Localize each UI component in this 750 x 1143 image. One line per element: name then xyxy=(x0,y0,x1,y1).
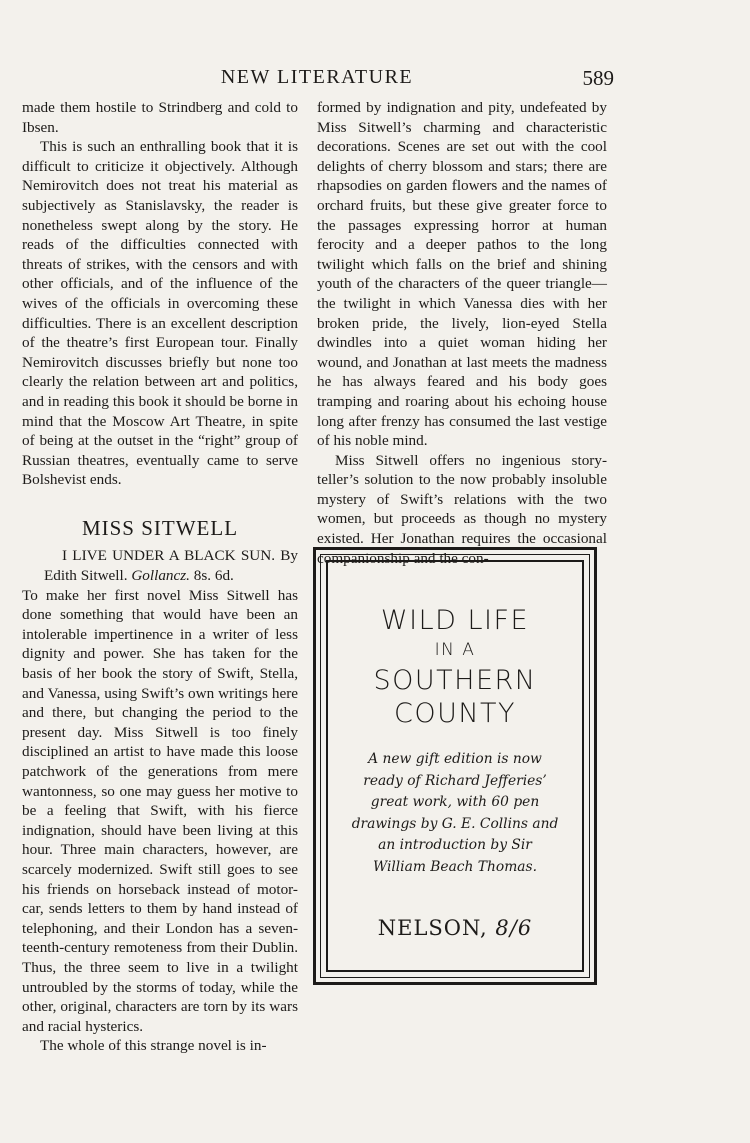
paragraph: The whole of this strange novel is in- xyxy=(40,1037,267,1055)
ad-border xyxy=(320,554,590,978)
ad-title-line: WILD LIFE xyxy=(380,605,530,636)
book-title: I LIVE UNDER A BLACK SUN. By Edith Sitwell. xyxy=(44,547,298,585)
right-column xyxy=(317,98,607,568)
paragraph: Miss Sitwell offers no ingenious storyteller’s solution to the now probably insoluble mystery of Swift’s relations with the two women, but proceeds as though no mystery existed. Her Jonathan requires the occasional companionship and the con- xyxy=(317,451,607,567)
advertisement-box xyxy=(313,547,597,985)
ad-title xyxy=(328,604,582,730)
section-title: MISS SITWELL xyxy=(81,515,239,540)
ad-title-line: SOUTHERN xyxy=(373,665,537,696)
book-price: 8s. 6d. xyxy=(193,567,234,585)
ad-price: 8/6 xyxy=(495,916,533,940)
page-header xyxy=(22,66,612,92)
book-entry xyxy=(22,546,298,585)
paragraph: made them hostile to Strindberg and cold to Ibsen. xyxy=(22,99,298,136)
ad-title-line: COUNTY xyxy=(393,698,517,729)
ad-inner-border xyxy=(326,560,584,972)
book-publisher: Gollancz. xyxy=(131,567,190,585)
ad-title-line: IN A xyxy=(434,640,476,660)
ad-publisher-line xyxy=(328,916,582,940)
page-number: 589 xyxy=(582,66,614,90)
ad-body-text: A new gift edition is now ready of Richard Jefferies’ great work, with 60 pen drawings by G. E. Collins and an introduction by Sir William Beach Thomas. xyxy=(351,751,559,875)
left-column xyxy=(22,98,298,1056)
paragraph: To make her first novel Miss Sitwell has done something that would have been an intolerable impertinence in a writer of less dignity and power. She has taken for the basis of her book the story of Swift, Stella, and Vanessa, using Swift’s own writings here and there, but changing the period to the present day. Miss Sitwell is too finely disciplined an artist to have made this loose patchwork of the generations from mere wantonness, so one may guess her motive to be a feeling that Swift, with his fierce indignation, should have been living at this hour. Three main characters, however, are scarcely modernized. Swift still goes to see his friends on horseback instead of motor-car, sends letters to them by hand instead of telephoning, and their London has a seventeenth-century remoteness from their Dublin. Thus, the three seem to live in a twilight untroubled by the storms of today, while the other, original, characters are torn by its wars and racial hysterics. xyxy=(22,586,298,1035)
ad-publisher: NELSON, xyxy=(377,916,488,940)
paragraph: This is such an enthralling book that it is difficult to criticize it objectively. Although Nemirovitch does not treat his material as subjectively as Stanislavsky, the reader is nonetheless swept along by the story. He reads of the difficulties connected with threats of strikes, with the censors and with other officials, and of the influence of the wives of the officials in overcoming these difficulties. There is an excellent description of the theatre’s first European tour. Finally Nemirovitch discusses briefly but none too clearly the relation between art and politics, and in reading this book it should be borne in mind that the Moscow Art Theatre, in spite of being at the outset in the “right” group of Russian theatres, eventually came to serve Bolshevist ends. xyxy=(22,138,298,489)
running-head: NEW LITERATURE xyxy=(220,66,414,88)
paragraph: formed by indignation and pity, undefeated by Miss Sitwell’s charming and characteristic decorations. Scenes are set out with the cool delights of cherry blossom and stars; there are rhapsodies on garden flowers and the names of orchard fruits, but these give greater force to the passages expressing horror at human ferocity and a deeper pathos to the long twilight which falls on the brief and shining youth of the characters of the queer triangle—the twilight in which Vanessa dies with her broken pride, the lively, lion-eyed Stella dwindles into a quiet woman hiding her wound, and Jonathan at last meets the madness he has always feared and his body goes tramping and roaring about his echoing house long after frenzy has consumed the last vestige of his noble mind. xyxy=(317,99,607,450)
